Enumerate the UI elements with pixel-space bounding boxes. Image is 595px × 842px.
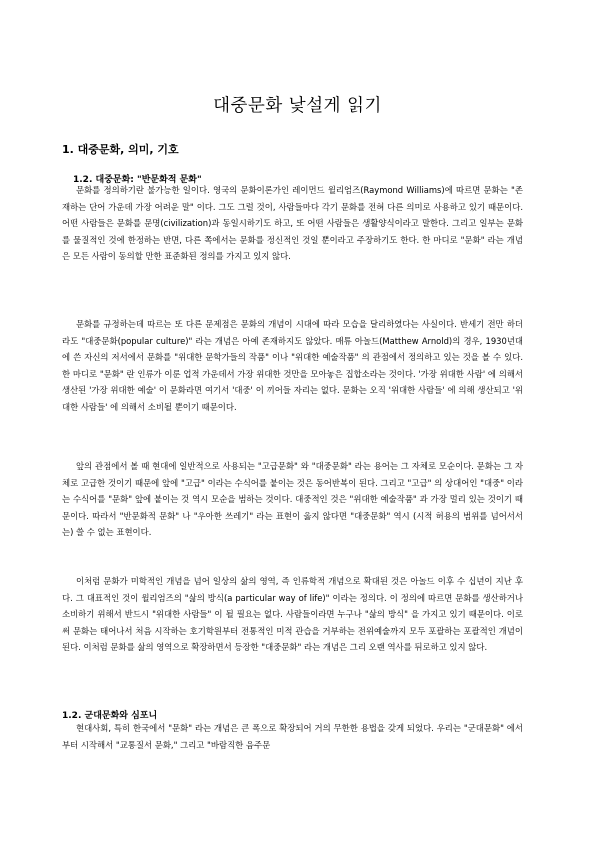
paragraph-4-text: 이처럼 문화가 미학적인 개념을 넘어 일상의 삶의 영역, 즉 인류학적 개념으로 확대된 것은 아놀드 이후 수 십년이 지난 후다. 그 대표적인 것이 윌리엄즈의 "삶의 방식(a particular way of life)" 이라는 정의다. 이 정의에 따르면 문화를 생산하거나 소비하기 위해서 반드시 "위대한 사람들" 이 될 필요는 없다. 사람들이라면 누구나 "삶의 방식" 을 가지고 있기 때문이다. 이로써 문화는 태어나서 처음 시작하는 호기학원부터 전통적인 미적 관습을 거부하는 전위예술까지 모두 포괄하는 포괄적인 개념이 된다. 이처럼 문화를 삶의 영역으로 확장하면서 등장한 "대중문화" 라는 개념은 그리 오랜 역사를 뒤로하고 있지 않다.	[62, 576, 523, 653]
document-title: 대중문화 낯설게 읽기	[213, 96, 382, 116]
paragraph-4	[62, 573, 523, 656]
paragraph-2	[62, 316, 523, 416]
paragraph-2-text: 문화를 규정하는데 따르는 또 다른 문제점은 문화의 개념이 시대에 따라 모습을 달리하였다는 사실이다. 반세기 전만 하더라도 "대중문화(popular culture)" 라는 개념은 아예 존재하지도 않았다. 매튜 아놀드(Matthew Arnold)의 경우, 1930년대에 쓴 자신의 저서에서 문화를 "위대한 문학가들의 작품" 이나 "위대한 예술작품" 의 관점에서 정의하고 있는 것을 볼 수 있다. 한 마디로 "문화" 란 인류가 이룬 업적 가운데서 가장 위대한 것만을 모아놓은 집합소라는 것이다. '가장 위대한 사람' 에 의해서 생산된 '가장 위대한 예술' 이 문화라면 여기서 '대중' 이 끼어들 자리는 없다. 문화는 오직 '위대한 사람들' 에 의해 생산되고 '위대한 사람들' 에 의해서 소비될 뿐이기 때문이다.	[62, 319, 523, 412]
paragraph-5	[62, 720, 523, 753]
paragraph-1-text: 문화를 정의하기란 불가능한 일이다. 영국의 문화이론가인 레이먼드 윌리엄즈(Raymond Williams)에 따르면 문화는 "존재하는 단어 가운데 가장 어려운 말" 이다. 그도 그럴 것이, 사람들마다 각기 문화를 전혀 다른 의미로 사용하고 있기 때문이다. 어떤 사람들은 문화를 문명(civilization)과 동일시하기도 하고, 또 어떤 사람들은 생활양식이라고 말한다. 그리고 일부는 문화를 물질적인 것에 한정하는 반면, 다른 쪽에서는 문화를 정신적인 것일 뿐이라고 주장하기도 한다. 한 마디로 "문화" 라는 개념은 모든 사람이 동의할 만한 표준화된 정의를 가지고 있지 않다.	[62, 185, 523, 262]
section-heading: 1. 대중문화, 의미, 기호	[62, 143, 179, 156]
paragraph-3-text: 앞의 관점에서 볼 때 현대에 일반적으로 사용되는 "고급문화" 와 "대중문화" 라는 용어는 그 자체로 모순이다. 문화는 그 자체로 고급한 것이기 때문에 앞에 "고급" 이라는 수식어를 붙이는 것은 동어반복이 된다. 그리고 "고급" 의 상대어인 "대중" 이라는 수식어를 "문화" 앞에 붙이는 것 역시 모순을 범하는 것이다. 대중적인 것은 "위대한 예술작품" 과 가장 멀리 있는 것이기 때문이다. 따라서 "반문화적 문화" 나 "우아한 쓰레기" 라는 표현이 옳지 않다면 "대중문화" 역시 (시적 허용의 범위를 넘어서서는) 쓸 수 없는 표현이다.	[62, 461, 523, 538]
paragraph-5-text: 현대사회, 특히 한국에서 "문화" 라는 개념은 큰 폭으로 확장되어 거의 무한한 용법을 갖게 되었다. 우리는 "군대문화" 에서부터 시작해서 "교통질서 문화," 그리고 "바람직한 음주문	[62, 723, 523, 750]
paragraph-3	[62, 458, 523, 541]
subsection-heading-2: 1.2. 군대문화와 심포니	[62, 711, 158, 721]
subsection-heading-1: 1.2. 대중문화: "반문화적 문화"	[73, 175, 202, 185]
paragraph-1	[62, 182, 523, 265]
